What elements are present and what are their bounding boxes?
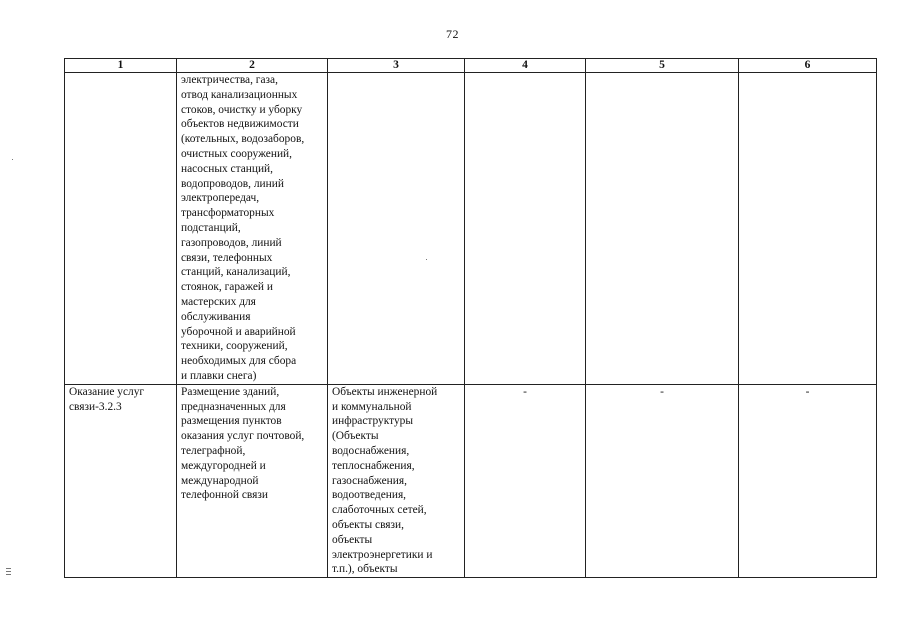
table-row [65,384,877,577]
page-number: 72 [446,27,459,41]
scan-artifact [426,259,427,260]
table-cell-objects: Объекты инженерной и коммунальной инфраструктуры (Объекты водоснабжения, теплоснабжения, газоснабжения, водоотведения, слаботочных сетей, объекты связи, объекты электроэнергетики и т.п.), объекты [328,384,465,577]
column-header-6: 6 [739,59,877,73]
column-header-2: 2 [177,59,328,73]
column-header-3: 3 [328,59,465,73]
table-cell-description: электричества, газа, отвод канализационных стоков, очистку и уборку объектов недвижимости (котельных, водозаборов, очистных сооружений, насосных станций, водопроводов, линий электропередач, трансформаторных подстанций, газопроводов, линий связи, телефонных станций, канализаций, стоянок, гаражей и мастерских для обслуживания уборочной и аварийной техники, сооружений, необходимых для сбора и плавки снега) [177,73,328,385]
table-row [65,73,877,385]
land-use-table [64,58,877,578]
table-cell-col5 [586,73,739,385]
table-cell-description: Размещение зданий, предназначенных для размещения пунктов оказания услуг почтовой, телеграфной, междугородней и международной телефонной связи [177,384,328,577]
table-cell-use-type: Оказание услуг связи-3.2.3 [65,384,177,577]
column-header-1: 1 [65,59,177,73]
table-cell-use-type [65,73,177,385]
table-header-row [65,59,877,73]
scan-artifact [12,159,13,160]
scan-artifact [6,574,11,575]
table-cell-col5: - [586,384,739,577]
column-header-5: 5 [586,59,739,73]
table-cell-objects [328,73,465,385]
table-cell-col4 [465,73,586,385]
table-cell-col6: - [739,384,877,577]
column-header-4: 4 [465,59,586,73]
scan-artifact [6,568,11,569]
table-cell-col4: - [465,384,586,577]
scan-artifact [6,571,11,572]
table-cell-col6 [739,73,877,385]
